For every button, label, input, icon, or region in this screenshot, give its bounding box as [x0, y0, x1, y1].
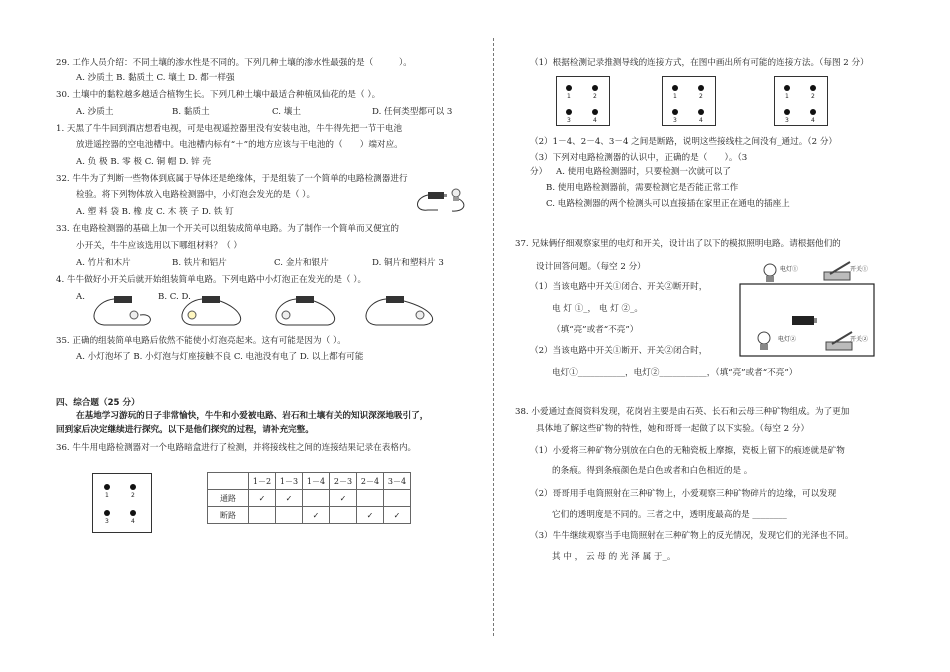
terminal-3	[104, 510, 110, 516]
option-a: A. 竹片和木片	[76, 258, 131, 268]
table-header: 2－3	[330, 473, 357, 490]
table-header-row	[208, 473, 411, 490]
answer-box-2[interactable]	[662, 76, 716, 126]
detection-record-table	[207, 472, 411, 524]
question-37-sub1-hint: （填“亮”或者“不亮”）	[552, 325, 639, 335]
table-cell: ✓	[276, 490, 303, 507]
question-29-options: A. 沙质土 B. 黏质土 C. 壤土 D. 都一样强	[76, 73, 235, 83]
table-header: 3－4	[384, 473, 411, 490]
table-cell: ✓	[357, 507, 384, 524]
terminal-2	[592, 85, 598, 91]
terminal-2	[810, 85, 816, 91]
option-c: C. 金片和银片	[274, 258, 329, 268]
terminal-4	[810, 109, 816, 115]
terminal-label: 1	[567, 93, 571, 100]
terminal-2	[130, 484, 136, 490]
section-4-intro-line2: 回到家后决定继续进行探究。以下是他们探究的过程，请补充完整。	[56, 425, 314, 435]
table-cell	[276, 507, 303, 524]
question-31-options: A. 负 极 B. 零 极 C. 铜 帽 D. 锌 壳	[76, 157, 212, 167]
option-b: B. 使用电路检测器前，需要检测它是否能正常工作	[546, 183, 739, 193]
lamp-2-label: 电灯②	[778, 336, 797, 343]
option-c: C. 壤土	[272, 107, 301, 117]
terminal-box	[92, 473, 152, 533]
answer-box-3[interactable]	[774, 76, 828, 126]
question-35-options: A. 小灯泡坏了 B. 小灯泡与灯座接触不良 C. 电池没有电了 D. 以上都有可能	[76, 352, 364, 362]
question-33-line2: 小开关，牛牛应该选用以下哪组材料？（ ）	[76, 241, 243, 251]
table-header: 1－4	[303, 473, 330, 490]
option-a: A. 使用电路检测器时，只要检测一次就可以了	[556, 167, 731, 177]
terminal-label: 2	[593, 93, 597, 100]
table-corner	[208, 473, 249, 490]
question-38-part2-line2: 它们的透明度是不同的。三者之中，透明度最高的是 ________	[552, 510, 787, 520]
question-36-part1: （1）根据检测记录推测导线的连接方式，在图中画出所有可能的连接方法。（每图 2 分）	[530, 58, 869, 68]
option-a: A. 沙质土	[76, 107, 114, 117]
terminal-label: 3	[567, 117, 571, 124]
terminal-label: 1	[785, 93, 789, 100]
terminal-label: 1	[105, 492, 109, 499]
question-38-line1: 38. 小爱通过查阅资料发现，花岗岩主要是由石英、长石和云母三种矿物组成。为了更加	[515, 407, 850, 417]
table-row	[208, 507, 411, 524]
option-d: D. 铜片和塑料片 3	[372, 258, 444, 268]
circuit-c	[276, 296, 335, 325]
terminal-1	[784, 85, 790, 91]
question-37-sub2-answers: 电灯①___________，电灯②___________，（填“亮”或者“不亮”）	[552, 368, 798, 378]
terminal-3	[566, 109, 572, 115]
question-38-part2-line1: （2）哥哥用手电筒照射在三种矿物上，小爱观察三种矿物碎片的边缘，可以发现	[530, 489, 837, 499]
terminal-label: 2	[699, 93, 703, 100]
terminal-3	[784, 109, 790, 115]
question-33-line1: 33. 在电路检测器的基础上加一个开关可以组装成简单电路。为了制作一个简单而又便宜的	[56, 224, 399, 234]
table-cell	[249, 507, 276, 524]
question-36-part2: （2）1－4、2－4、3－4 之间是断路，说明这些接线柱之间没有_通过。（2 分）	[530, 137, 838, 147]
question-38-part1-line1: （1）小爱将三种矿物分别放在白色的无釉瓷板上摩擦，瓷板上留下的痕迹就是矿物	[530, 446, 845, 456]
lamp-1-icon	[764, 264, 776, 282]
lamp-2-icon	[758, 332, 770, 350]
terminal-1	[672, 85, 678, 91]
question-30: 30. 土壤中的黏粒越多越适合植物生长。下列几种土壤中最适合种植凤仙花的是（ ）。	[56, 90, 381, 100]
option-c: C. 电路检测器的两个检测头可以直接插在家里正在通电的插座上	[546, 199, 790, 209]
table-cell: ✓	[330, 490, 357, 507]
terminal-label: 1	[673, 93, 677, 100]
question-37-sub2: （2）当该电路中开关①断开、开关②闭合时，	[530, 346, 708, 356]
terminal-label: 4	[131, 518, 135, 525]
question-35: 35. 正确的组装简单电路后依然不能使小灯泡亮起来。这有可能是因为（ ）。	[56, 336, 346, 346]
question-37-sub1: （1）当该电路中开关①闭合、开关②断开时，	[530, 282, 708, 292]
switch-1-label: 开关①	[850, 266, 869, 273]
table-cell	[330, 507, 357, 524]
table-header: 2－4	[357, 473, 384, 490]
table-header: 1－3	[276, 473, 303, 490]
table-cell: ✓	[303, 507, 330, 524]
terminal-4	[130, 510, 136, 516]
question-36: 36. 牛牛用电路检测器对一个电路暗盒进行了检测，并将接线柱之间的连接结果记录在表格内。	[56, 443, 417, 453]
terminal-4	[698, 109, 704, 115]
question-38-part1-line2: 的条痕。得到条痕颜色是白色或者和白色相近的是 。	[552, 466, 753, 476]
switch-2-label: 开关②	[850, 336, 869, 343]
table-header: 1－2	[249, 473, 276, 490]
terminal-label: 4	[593, 117, 597, 124]
circuit-b	[182, 296, 241, 325]
table-cell: ✓	[384, 507, 411, 524]
option-b: B. 铁片和铝片	[172, 258, 227, 268]
section-4-intro-line1: 在基地学习游玩的日子非常愉快，牛牛和小爱被电路、岩石和土壤有关的知识深深地吸引了，	[76, 411, 429, 421]
option-a-label: A.	[76, 292, 85, 302]
option-bcd-labels: B. C. D.	[158, 292, 191, 302]
question-32-options: A. 塑 料 袋 B. 橡 皮 C. 木 筷 子 D. 铁 钉	[76, 207, 234, 217]
question-37-line2: 设计回答问题。（每空 2 分）	[536, 262, 646, 272]
table-cell	[357, 490, 384, 507]
terminal-1	[566, 85, 572, 91]
row-label: 通路	[208, 490, 249, 507]
column-divider	[493, 38, 494, 636]
option-b: B. 黏质土	[172, 107, 210, 117]
row-label: 断路	[208, 507, 249, 524]
switch-2-icon	[826, 332, 852, 350]
lamp-1-label: 电灯①	[780, 266, 799, 273]
battery-icon	[792, 316, 817, 325]
option-d: D. 任何类型都可以 3	[372, 107, 453, 117]
question-37-line1: 37. 兄妹俩仔细观察家里的电灯和开关，设计出了以下的模拟照明电路。请根据他们的	[515, 239, 841, 249]
question-32-line2: 检验。将下列物体放入电路检测器中，小灯泡会发光的是（ ）。	[76, 190, 316, 200]
question-38-part3-line2: 其 中 ， 云 母 的 光 泽 属 于_。	[552, 552, 676, 562]
question-38-part3-line1: （3）牛牛继续观察当手电筒照射在三种矿物上的反光情况，发现它们的光泽也不同。	[530, 531, 854, 541]
circuit-d	[366, 296, 433, 325]
question-32-line1: 32. 牛牛为了判断一些物体到底属于导体还是绝缘体，于是组装了一个简单的电路检测器进行	[56, 174, 408, 184]
terminal-label: 4	[811, 117, 815, 124]
terminal-2	[698, 85, 704, 91]
section-4-title: 四、综合题（25 分）	[56, 398, 140, 408]
terminal-label: 2	[811, 93, 815, 100]
terminal-label: 4	[699, 117, 703, 124]
question-31-line2: 放进遥控器的空电池槽中。电池槽内标有“＋”的地方应该与干电池的（ ）端对应。	[76, 140, 403, 150]
terminal-label: 3	[105, 518, 109, 525]
question-36-part3-score: 分）	[530, 167, 548, 177]
question-36-part3: （3）下列对电路检测器的认识中，正确的是（ ）。（3	[530, 153, 748, 163]
question-31-line1: 1. 天黑了牛牛回到酒店想看电视，可是电视遥控器里没有安装电池，牛牛得先把一节干电池	[56, 124, 403, 134]
table-row	[208, 490, 411, 507]
table-cell: ✓	[249, 490, 276, 507]
question-34: 4. 牛牛做好小开关后就开始组装简单电路。下列电路中小灯泡正在发光的是（ ）。	[56, 275, 367, 285]
circuit-a	[94, 296, 150, 325]
question-38-line2: 具体地了解这些矿物的特性，她和哥哥一起做了以下实验。（每空 2 分）	[536, 424, 810, 434]
terminal-3	[672, 109, 678, 115]
terminal-4	[592, 109, 598, 115]
question-29: 29. 工作人员介绍：不同土壤的渗水性是不同的。下列几种土壤的渗水性最强的是（ ）。	[56, 58, 412, 68]
terminal-label: 2	[131, 492, 135, 499]
terminal-1	[104, 484, 110, 490]
circuit-tester-illustration	[408, 186, 474, 216]
table-cell	[384, 490, 411, 507]
terminal-label: 3	[673, 117, 677, 124]
question-37-sub1-answers: 电 灯 ①_， 电 灯 ②_。	[552, 304, 644, 314]
switch-1-icon	[824, 262, 850, 280]
table-cell	[303, 490, 330, 507]
terminal-label: 3	[785, 117, 789, 124]
circuit-options-illustration	[74, 293, 454, 329]
answer-box-1[interactable]	[556, 76, 610, 126]
